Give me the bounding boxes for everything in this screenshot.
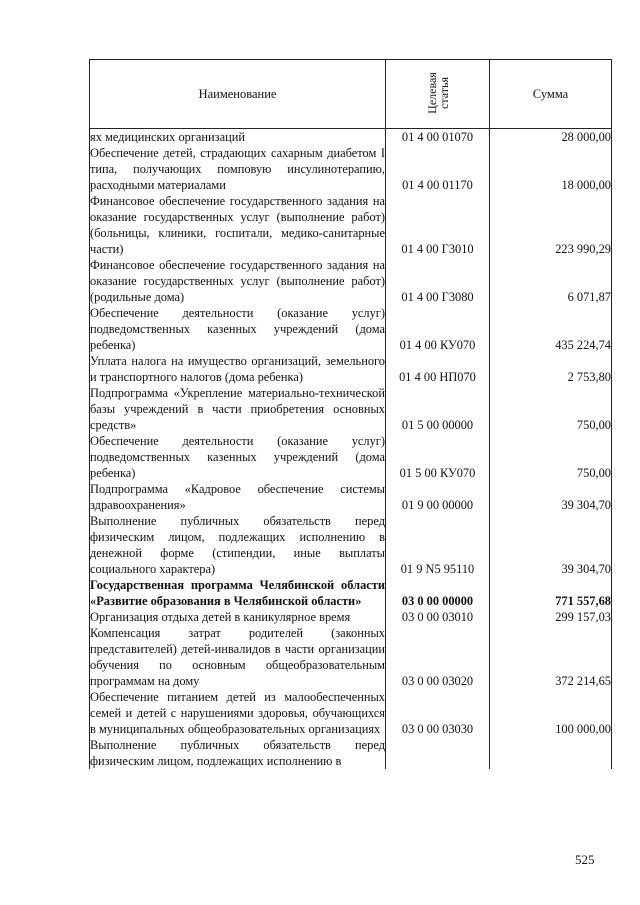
table-row — [90, 145, 612, 193]
row-name: Обеспечение деятельности (оказание услуг) подведомственных казенных учреждений (дома ребенка) — [90, 306, 385, 352]
row-sum: 28 000,00 — [490, 129, 612, 146]
row-name: Обеспечение детей, страдающих сахарным диабетом I типа, получающих помповую инсулинотерапию, расходными материалами — [90, 146, 385, 192]
row-name: Компенсация затрат родителей (законных представителей) детей-инвалидов в части организации обучения по основным общеобразовательным программам на дому — [90, 626, 385, 688]
row-sum: 435 224,74 — [490, 305, 612, 353]
row-target-code: 01 4 00 Г3010 — [386, 193, 490, 257]
row-name: Организация отдыха детей в каникулярное время — [90, 609, 386, 625]
row-sum: 750,00 — [490, 385, 612, 433]
row-sum: 18 000,00 — [490, 145, 612, 193]
table-row — [90, 385, 612, 433]
row-target-code: 01 4 00 01170 — [386, 145, 490, 193]
header-code-rotated: Целевая статья — [424, 72, 451, 114]
table-row — [90, 481, 612, 513]
row-sum: 372 214,65 — [490, 625, 612, 689]
row-sum: 6 071,87 — [490, 257, 612, 305]
row-name: Выполнение публичных обязательств перед физическим лицом, подлежащих исполнению в — [90, 738, 385, 768]
row-name: Уплата налога на имущество организаций, земельного и транспортного налогов (дома ребенка) — [90, 354, 385, 384]
row-sum: 2 753,80 — [490, 353, 612, 385]
table-row — [90, 577, 612, 609]
row-target-code — [386, 737, 490, 769]
row-target-code: 01 4 00 КУ070 — [386, 305, 490, 353]
row-name: Выполнение публичных обязательств перед физическим лицом, подлежащих исполнению в денежной форме (стипендии, иные выплаты социального характера) — [90, 514, 385, 576]
table-row — [90, 625, 612, 689]
row-sum: 771 557,68 — [490, 577, 612, 609]
table-row — [90, 305, 612, 353]
table-body — [90, 129, 612, 770]
header-sum: Сумма — [490, 60, 612, 129]
row-name: Государственная программа Челябинской области «Развитие образования в Челябинской области» — [90, 578, 385, 608]
row-target-code: 03 0 00 03010 — [386, 609, 490, 625]
table-row — [90, 193, 612, 257]
row-name: Финансовое обеспечение государственного задания на оказание государственных услуг (выполнение работ) (родильные дома) — [90, 258, 385, 304]
budget-table — [89, 59, 612, 769]
row-sum: 100 000,00 — [490, 689, 612, 737]
table-row — [90, 513, 612, 577]
row-target-code: 01 4 00 НП070 — [386, 353, 490, 385]
row-target-code: 01 4 00 01070 — [386, 129, 490, 146]
row-name: Подпрограмма «Укрепление материально-технической базы учреждений в части приобретения основных средств» — [90, 386, 385, 432]
table-row — [90, 353, 612, 385]
row-sum: 750,00 — [490, 433, 612, 481]
row-name: Обеспечение деятельности (оказание услуг) подведомственных казенных учреждений (дома ребенка) — [90, 434, 385, 480]
row-sum: 39 304,70 — [490, 481, 612, 513]
row-name: Подпрограмма «Кадровое обеспечение системы здравоохранения» — [90, 482, 385, 512]
row-target-code: 03 0 00 03020 — [386, 625, 490, 689]
table-row — [90, 737, 612, 769]
row-sum: 223 990,29 — [490, 193, 612, 257]
row-name: Обеспечение питанием детей из малообеспеченных семей и детей с нарушениями здоровья, обучающихся в муниципальных общеобразовательных организациях — [90, 690, 385, 736]
header-name: Наименование — [90, 60, 386, 129]
row-target-code: 01 4 00 Г3080 — [386, 257, 490, 305]
table-row — [90, 257, 612, 305]
row-target-code: 01 9 N5 95110 — [386, 513, 490, 577]
row-sum — [490, 737, 612, 769]
row-target-code: 01 5 00 КУ070 — [386, 433, 490, 481]
table-row — [90, 433, 612, 481]
row-target-code: 03 0 00 03030 — [386, 689, 490, 737]
row-target-code: 01 5 00 00000 — [386, 385, 490, 433]
table-row — [90, 609, 612, 625]
row-name: Финансовое обеспечение государственного задания на оказание государственных услуг (выполнение работ) (больницы, клиники, госпитали, медико-санитарные части) — [90, 194, 385, 256]
header-code — [386, 60, 490, 129]
table-row — [90, 689, 612, 737]
row-name: ях медицинских организаций — [90, 129, 386, 146]
row-sum: 39 304,70 — [490, 513, 612, 577]
row-target-code: 03 0 00 00000 — [386, 577, 490, 609]
table-header-row — [90, 60, 612, 129]
table-row — [90, 129, 612, 146]
row-sum: 299 157,03 — [490, 609, 612, 625]
row-target-code: 01 9 00 00000 — [386, 481, 490, 513]
page-number: 525 — [575, 852, 595, 867]
